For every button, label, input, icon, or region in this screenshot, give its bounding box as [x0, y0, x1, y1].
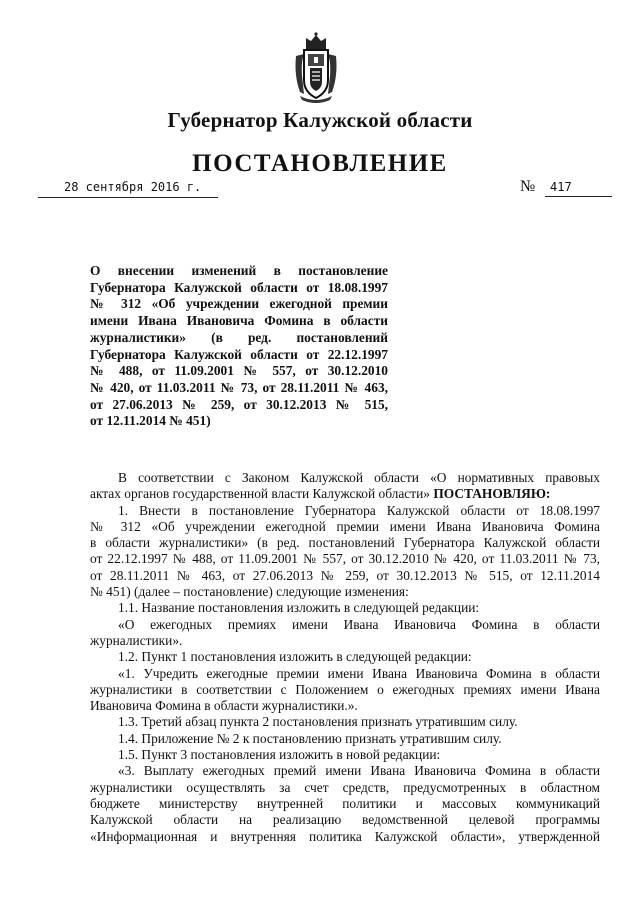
body-line: 1. Внести в постановление Губернатора Калужской области от 18.08.1997	[118, 502, 600, 518]
body-line: 1.2. Пункт 1 постановления изложить в следующей редакции:	[118, 649, 472, 665]
body-intro-line	[90, 470, 600, 486]
body-line: 1.5. Пункт 3 постановления изложить в новой редакции:	[118, 747, 441, 763]
document-number: 417	[550, 180, 572, 194]
body-line: «3. Выплату ежегодных премий имени Ивана Ивановича Фомина в области	[118, 763, 600, 779]
body-line: журналистики в соответствии с Положением о ежегодных премиях имени Ивана	[90, 681, 600, 697]
subject-line: от 12.11.2014 № 451)	[90, 413, 211, 429]
body-line: Калужской области на реализацию ведомственной целевой программы	[90, 812, 600, 828]
body-line: № 451) (далее – постановление) следующие изменения:	[90, 584, 409, 600]
subject-line: № 488, от 11.09.2001 № 557, от 30.12.2010	[90, 363, 388, 379]
document-body	[90, 470, 600, 845]
body-line: бюджете министерству внутренней политики и массовых коммуникаций	[90, 795, 600, 811]
number-sign: №	[520, 178, 536, 195]
subject-line: О внесении изменений в постановление	[90, 263, 388, 278]
subject-line: от 27.06.2013 № 259, от 30.12.2013 № 515,	[90, 396, 388, 412]
document-subject	[90, 263, 388, 430]
document-number-field	[520, 180, 612, 197]
body-line: журналистики осуществлять за счет средств, предусмотренных в областном	[90, 779, 600, 795]
issuing-authority: Губернатор Калужской области	[167, 108, 473, 132]
body-line: журналистики».	[90, 632, 183, 648]
subject-line: журналистики» (в ред. постановлений	[90, 329, 388, 345]
subject-line: № 420, от 11.03.2011 № 73, от 28.11.2011 № 463,	[90, 379, 388, 395]
document-date-field	[38, 180, 218, 198]
body-line: от 22.12.1997 № 488, от 11.09.2001 № 557, от 30.12.2010 № 420, от 11.03.2011 № 73,	[90, 551, 600, 567]
body-intro-text: актах органов государственной власти Калужской области»	[90, 486, 430, 502]
number-underline	[545, 196, 612, 197]
subject-line: Губернатора Калужской области от 18.08.1997	[90, 279, 388, 295]
body-line: «Информационная и внутренняя политика Калужской области», утвержденной	[90, 828, 600, 844]
document-date: 28 сентября 2016 г.	[64, 180, 202, 194]
body-line: 1.3. Третий абзац пункта 2 постановления признать утратившим силу.	[118, 714, 518, 730]
body-line: «1. Учредить ежегодные премии имени Ивана Ивановича Фомина в области	[118, 665, 600, 681]
decree-word: ПОСТАНОВЛЯЮ:	[433, 486, 551, 502]
body-line: 1.4. Приложение № 2 к постановлению признать утратившим силу.	[118, 730, 502, 746]
coat-of-arms-icon	[292, 32, 340, 104]
subject-line: № 312 «Об учреждении ежегодной премии	[90, 296, 388, 312]
subject-line: Губернатора Калужской области от 22.12.1997	[90, 346, 388, 362]
subject-line: имени Ивана Ивановича Фомина в области	[90, 313, 388, 329]
body-line: от 28.11.2011 № 463, от 27.06.2013 № 259, от 30.12.2013 № 515, от 12.11.2014	[90, 567, 600, 583]
body-line: № 312 «Об учреждении ежегодной премии имени Ивана Ивановича Фомина	[90, 518, 600, 534]
body-line: «О ежегодных премиях имени Ивана Ивановича Фомина в области	[118, 616, 600, 632]
body-intro-line	[90, 486, 600, 502]
document-type-title: ПОСТАНОВЛЕНИЕ	[192, 150, 448, 177]
body-intro-text: В соответствии с Законом Калужской области «О нормативных правовых	[118, 470, 600, 485]
body-line: Ивановича Фомина в области журналистики.».	[90, 698, 358, 714]
body-line: в области журналистики» (в ред. постановлений Губернатора Калужской области	[90, 535, 600, 551]
body-line: 1.1. Название постановления изложить в следующей редакции:	[118, 600, 480, 616]
